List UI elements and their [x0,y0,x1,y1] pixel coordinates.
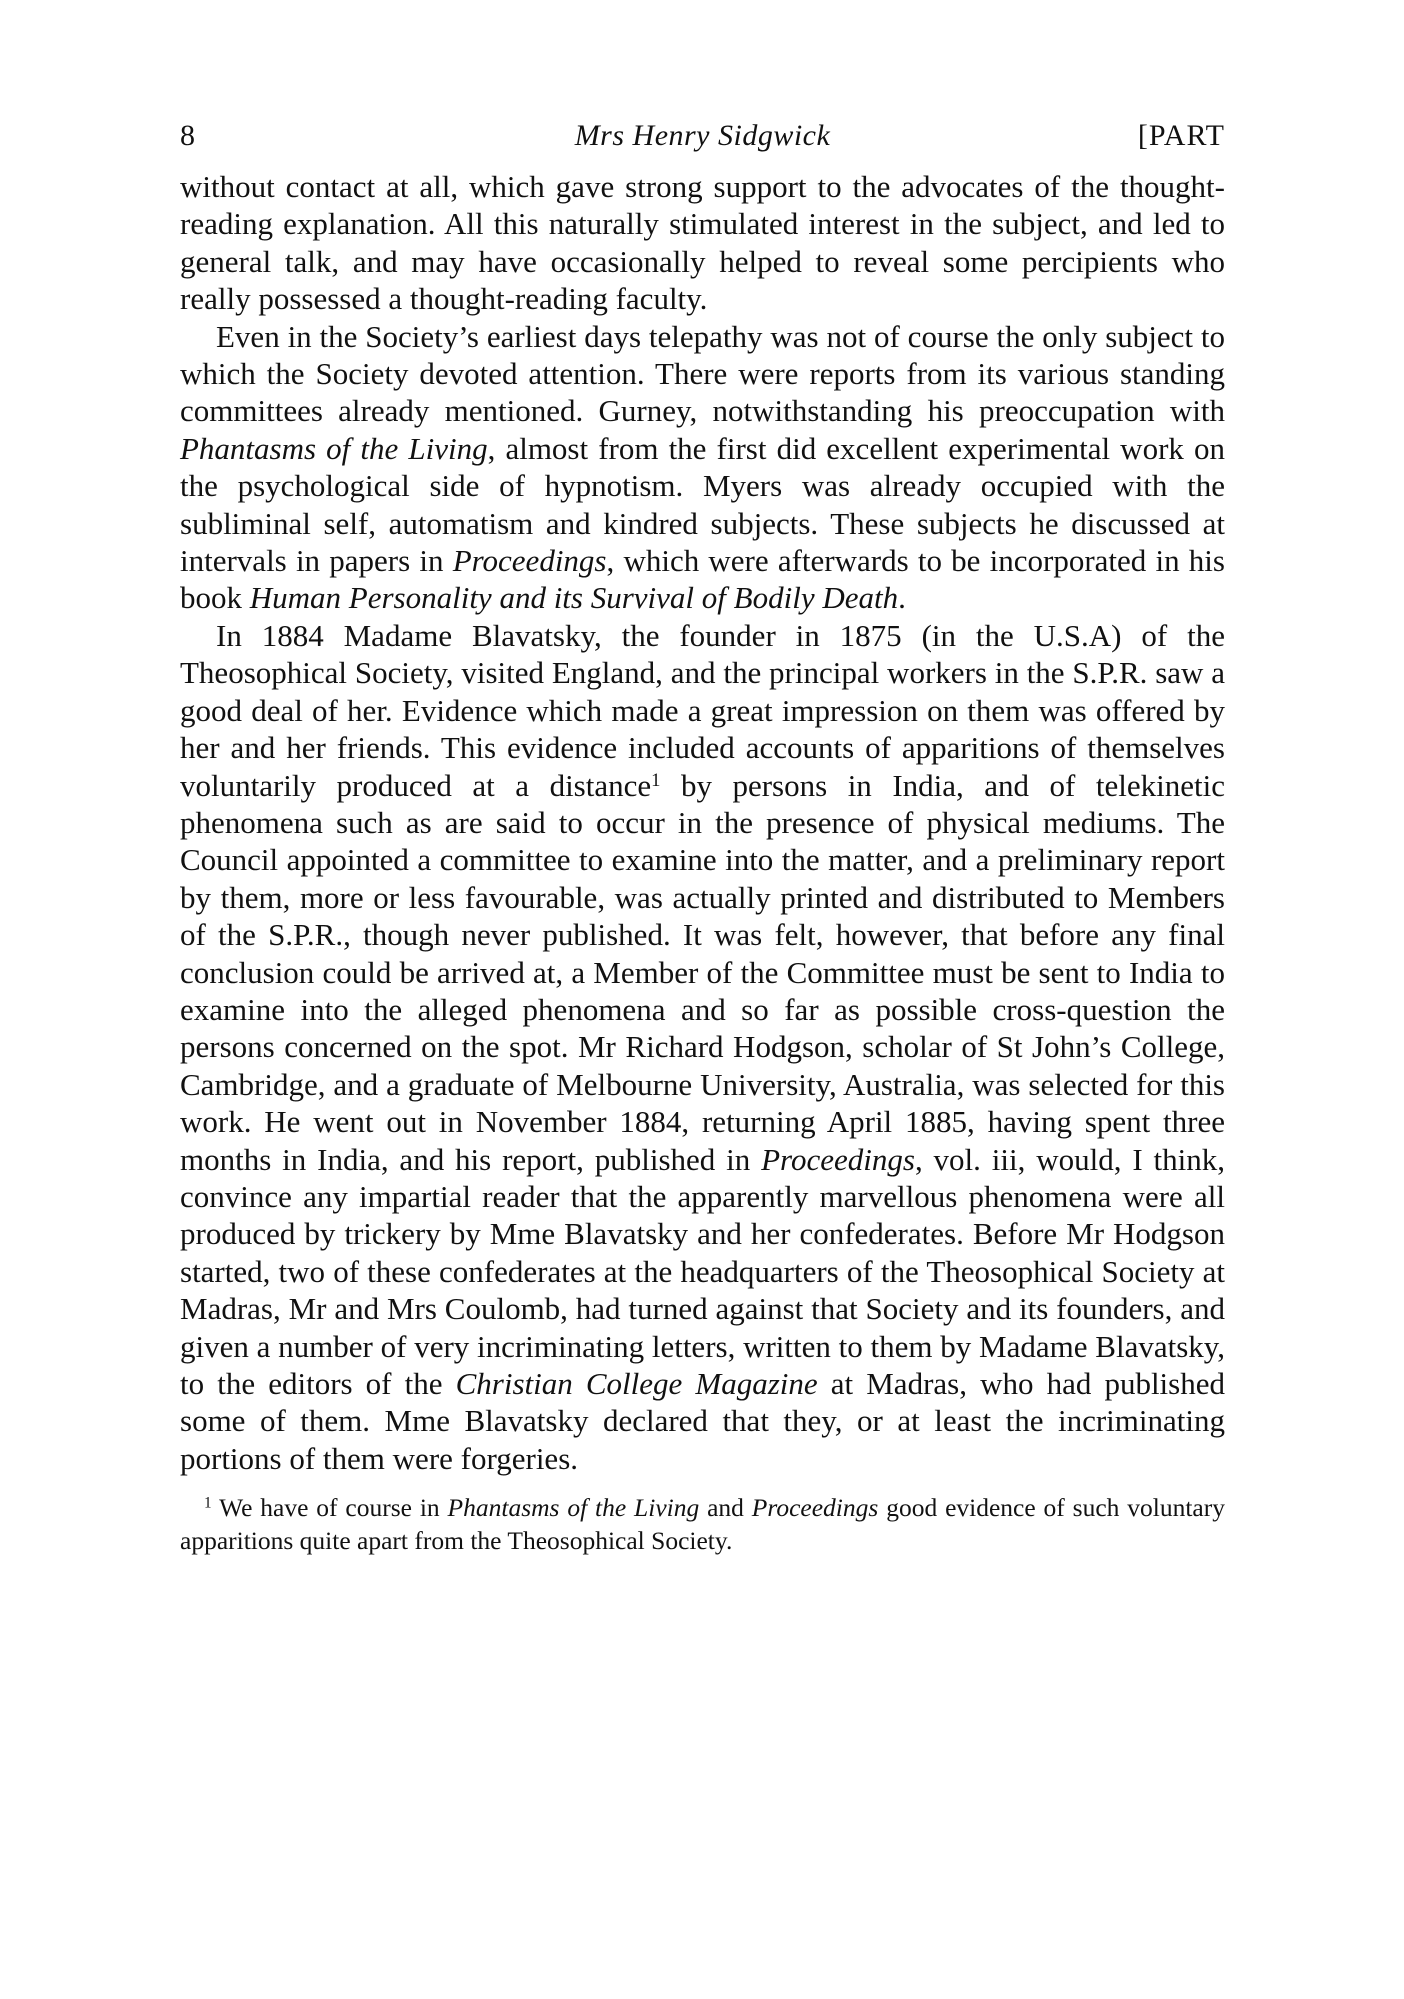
body-text [180,168,1225,1477]
footnotes [180,1491,1225,1557]
italic-text: Phantasms of the Living [180,430,488,466]
part-label: [PART [1137,119,1225,152]
text-run: . [898,580,906,616]
italic-text: Proceedings [452,543,607,579]
text-run: In 1884 Madame Blavatsky, the founder in 1875 (in the U.S.A) of the Theosophical Society, visited England, and the principal workers in the S.P.R. saw a good deal of her. Evidence which made a great impression on them was offered by her and her friends. This evidence included accounts of apparitions of themselves voluntarily produced at a distance [180,617,1225,803]
footnote-marker: 1 [204,1494,212,1512]
text-run: , vol. iii, would, I think, convince any impartial reader that the apparently marvellous phenomena were all produced by trickery by Mme Blavatsky and her confederates. Before Mr Hodgson started, two of these confederates at the headquarters of the Theosophical Society at Madras, Mr and Mrs Coulomb, had turned against that Society and its founders, and given a number of very incriminating letters, written to them by Madame Blavatsky, to the editors of the [180,1141,1226,1401]
italic-text: Human Personality and its Survival of Bodily Death [249,580,899,616]
page-number: 8 [180,119,195,152]
paragraph [180,168,1225,318]
text-run: and [699,1493,752,1523]
italic-text: Proceedings [751,1493,879,1523]
footnote-marker: 1 [651,769,661,791]
text-run: without contact at all, which gave strong support to the advocates of the thought-reading explanation. All this naturally stimulated interest in the subject, and led to general talk, and may have occasionally helped to reveal some percipients who really possessed a thought-reading faculty. [180,169,1225,317]
italic-text: Proceedings [761,1141,915,1177]
text-run: by persons in India, and of telekinetic phenomena such as are said to occur in the presence of physical mediums. The Council appointed a committee to examine into the matter, and a preliminary report by them, more or less favourable, was actually printed and distributed to Members of the S.P.R., though never published. It was felt, however, that before any final conclusion could be arrived at, a Member of the Committee must be sent to India to examine into the alleged phenomena and so far as possible cross-question the persons concerned on the spot. Mr Richard Hodgson, scholar of St John’s College, Cambridge, and a graduate of Melbourne University, Australia, was selected for this work. He went out in November 1884, returning April 1885, having spent three months in India, and his report, published in [180,767,1225,1177]
paragraph [180,318,1225,617]
text-run: good evidence of such voluntary apparitions quite apart from the Theosophical Society. [180,1493,1225,1556]
book-page [180,112,1225,1557]
footnote [180,1491,1225,1557]
text-run: , almost from the first did excellent experimental work on the psychological side of hypnotism. Myers was already occupied with the subliminal self, automatism and kindred subjects. These subjects he discussed at intervals in papers in [180,430,1225,579]
text-run: , which were afterwards to be incorporated in his book [180,543,1225,616]
italic-text: Phantasms of the Living [447,1493,700,1523]
running-title: Mrs Henry Sidgwick [574,119,831,152]
paragraph [180,617,1225,1477]
text-run: Even in the Society’s earliest days telepathy was not of course the only subject to which the Society devoted attention. There were reports from its various standing committees already mentioned. Gurney, notwithstanding his preoccupation with [180,318,1225,429]
text-run: We have of course in [211,1493,448,1523]
running-head [180,112,1225,160]
text-run: at Madras, who had published some of them. Mme Blavatsky declared that they, or at least the incriminating portions of them were forgeries. [180,1366,1225,1476]
italic-text: Christian College Magazine [455,1366,818,1401]
